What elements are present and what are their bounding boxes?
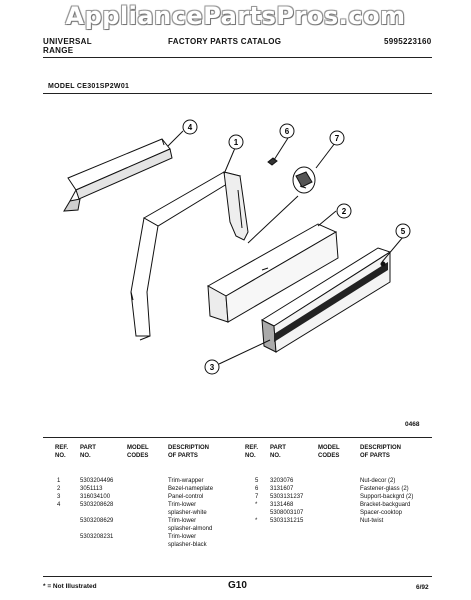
appliance-type: RANGE [43, 46, 74, 55]
ref-cell: 7 [255, 494, 259, 500]
watermark: AppliancePartsPros.com [65, 2, 406, 30]
callout-label: 3 [209, 363, 215, 372]
part-4-bracket [64, 139, 172, 211]
part-5-nut [381, 262, 385, 266]
callout-label: 5 [400, 227, 406, 236]
part-number-cell: 316034100 [80, 494, 111, 500]
description-cell: Bracket-backguard [360, 502, 411, 508]
description-cell: Panel-control [168, 494, 204, 500]
catalog-number: 5995223160 [384, 37, 432, 46]
exploded-parts-diagram [0, 95, 471, 395]
part-number-cell: 5303131215 [270, 518, 304, 524]
ref-cell: 1 [57, 478, 61, 484]
part-number-cell: 5303208629 [80, 518, 114, 524]
part-number-cell: 3203076 [270, 478, 294, 484]
col-header-ref: REF. NO. [245, 445, 259, 459]
description-cell: Trim-lower splasher-almond [168, 518, 213, 532]
ref-cell: * [255, 518, 258, 524]
figure-code: 0468 [405, 421, 420, 428]
description-cell: Trim-wrapper [168, 478, 204, 484]
description-cell: Trim-lower splasher-black [168, 534, 207, 548]
callout-label: 7 [334, 134, 340, 143]
model-rule [43, 93, 432, 94]
description-cell: Trim-lower splasher-white [168, 502, 207, 516]
part-number-cell: 5303204496 [80, 478, 114, 484]
ref-cell: 2 [57, 486, 61, 492]
col-header-desc: DESCRIPTION OF PARTS [168, 445, 210, 459]
callout-label: 6 [284, 127, 290, 136]
part-number-cell: 5303208231 [80, 534, 114, 540]
part-6-fastener [268, 158, 277, 165]
revision-date: 6/92 [416, 584, 429, 591]
ref-cell: 4 [57, 502, 61, 508]
ref-cell: * [255, 502, 258, 508]
col-header-codes: MODEL CODES [127, 445, 149, 459]
part-number-cell: 3131607 [270, 486, 294, 492]
col-header-part: PART NO. [80, 445, 96, 459]
callout-label: 1 [233, 138, 239, 147]
col-header-codes: MODEL CODES [318, 445, 340, 459]
catalog-title: FACTORY PARTS CATALOG [168, 37, 282, 46]
part-number-cell: 3131468 [270, 502, 294, 508]
description-cell: Fastener-glass (2) [360, 486, 409, 492]
callout-label: 4 [187, 123, 193, 132]
callout-label: 2 [341, 207, 347, 216]
col-header-desc: DESCRIPTION OF PARTS [360, 445, 402, 459]
part-7-support-detail [293, 167, 315, 193]
footer-rule [43, 576, 432, 577]
footnote: * = Not Illustrated [43, 583, 97, 590]
col-header-part: PART NO. [270, 445, 286, 459]
description-cell: Nut-decor (2) [360, 478, 396, 484]
ref-cell: 3 [57, 494, 61, 500]
col-header-ref: REF. NO. [55, 445, 69, 459]
ref-cell: 6 [255, 486, 259, 492]
table-top-rule [43, 437, 432, 438]
description-cell: Spacer-cooktop [360, 510, 403, 516]
model-number: MODEL CE301SP2W01 [48, 83, 130, 90]
header-rule [43, 57, 432, 58]
part-number-cell: 5303208628 [80, 502, 114, 508]
part-number-cell: 3051113 [80, 486, 103, 492]
description-cell: Bezel-nameplate [168, 486, 214, 492]
part-number-cell: 5308003107 [270, 510, 304, 516]
description-cell: Support-backgrd (2) [360, 494, 414, 500]
part-number-cell: 5303131237 [270, 494, 304, 500]
description-cell: Nut-twist [360, 518, 384, 524]
ref-cell: 5 [255, 478, 259, 484]
brand-name: UNIVERSAL [43, 37, 92, 46]
page-number: G10 [228, 580, 247, 591]
